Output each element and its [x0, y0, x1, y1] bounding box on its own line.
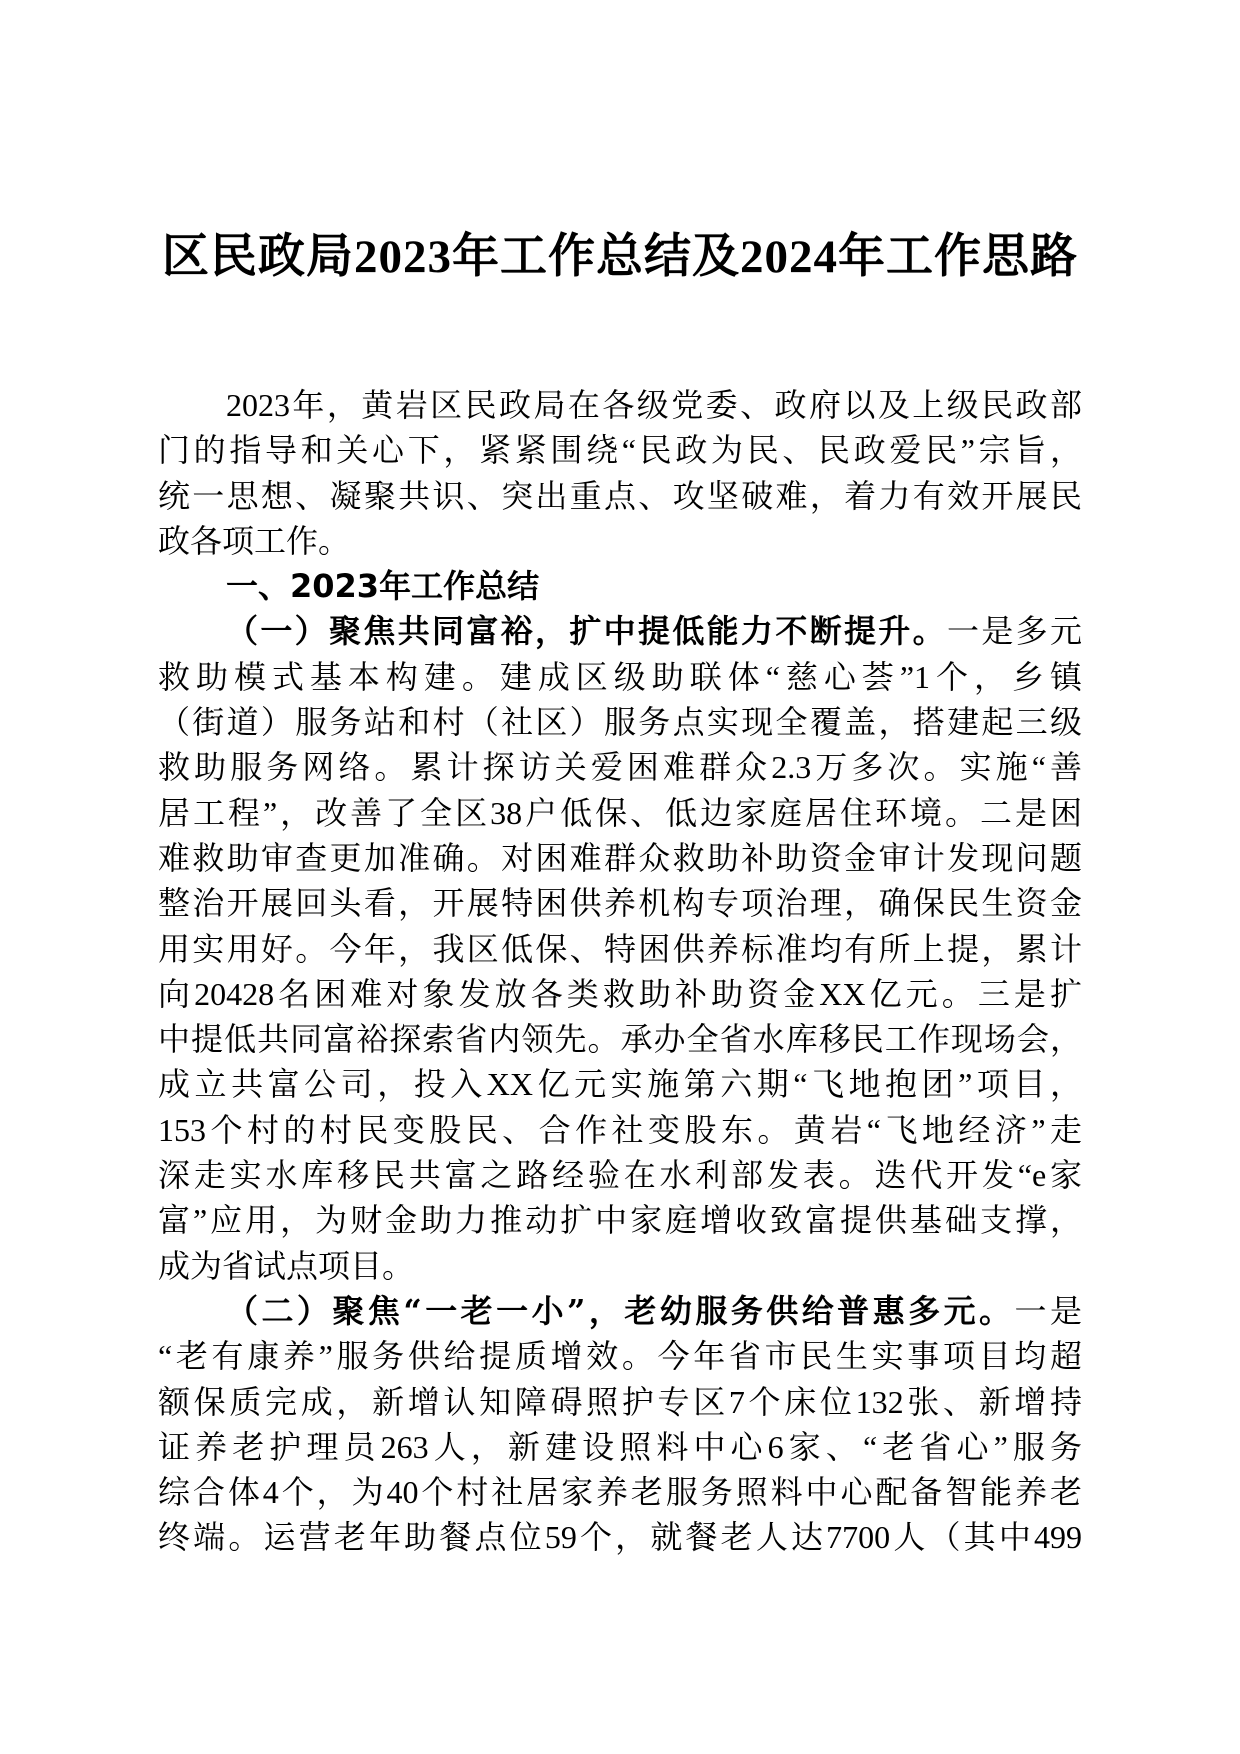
section-1-line: 成立共富公司，投入XX亿元实施第六期“飞地抱团”项目，: [158, 1066, 1082, 1103]
section-1-line: 深走实水库移民共富之路经验在水利部发表。迭代开发“e家: [158, 1157, 1082, 1194]
document-body: [158, 383, 1082, 1561]
section-1-heading: （一）聚焦共同富裕，扩中提低能力不断提升。: [226, 612, 947, 651]
section-2-line: 综合体4个，为40个村社居家养老服务照料中心配备智能养老: [158, 1474, 1082, 1511]
section-1-line: 整治开展回头看，开展特困供养机构专项治理，确保民生资金: [158, 885, 1082, 922]
intro-line: 政各项工作。: [158, 522, 351, 559]
section-1-line: 用实用好。今年，我区低保、特困供养标准均有所上提，累计: [158, 930, 1082, 967]
section-1-line: （街道）服务站和村（社区）服务点实现全覆盖，搭建起三级: [158, 704, 1082, 741]
section-1-line: 中提低共同富裕探索省内领先。承办全省水库移民工作现场会，: [158, 1021, 1082, 1058]
section-2-heading: （二）聚焦“一老一小”，老幼服务供给普惠多元。: [226, 1291, 1015, 1330]
section-1-first-line-text: 一是多元: [946, 613, 1082, 650]
section-1-line: 153个村的村民变股民、合作社变股东。黄岩“飞地经济”走: [158, 1111, 1082, 1148]
section-1-first-line: [158, 609, 1082, 654]
document-title: 区民政局2023年工作总结及2024年工作思路: [162, 231, 1078, 283]
section-2-line: 额保质完成，新增认知障碍照护专区7个床位132张、新增持: [158, 1383, 1082, 1420]
part-1-heading: 一、2023年工作总结: [226, 567, 540, 606]
section-2-line: 证养老护理员263人，新建设照料中心6家、“老省心”服务: [158, 1428, 1082, 1465]
section-1-line: 救助模式基本构建。建成区级助联体“慈心荟”1个，乡镇: [158, 658, 1082, 695]
section-1-line: 居工程”，改善了全区38户低保、低边家庭居住环境。二是困: [158, 794, 1082, 831]
section-1-line: 向20428名困难对象发放各类救助补助资金XX亿元。三是扩: [158, 975, 1082, 1012]
section-1-line: 难救助审查更加准确。对困难群众救助补助资金审计发现问题: [158, 839, 1082, 876]
section-1-line: 富”应用，为财金助力推动扩中家庭增收致富提供基础支撑，: [158, 1202, 1082, 1239]
section-2-first-line-text: 一是: [1014, 1292, 1082, 1329]
section-2-line: “老有康养”服务供给提质增效。今年省市民生实事项目均超: [158, 1338, 1082, 1375]
intro-line: 统一思想、凝聚共识、突出重点、攻坚破难，着力有效开展民: [158, 477, 1082, 514]
section-1-line: 救助服务网络。累计探访关爱困难群众2.3万多次。实施“善: [158, 749, 1082, 786]
section-1-line: 成为省试点项目。: [158, 1247, 415, 1284]
section-2-first-line: [158, 1289, 1082, 1334]
intro-line: 门的指导和关心下，紧紧围绕“民政为民、民政爱民”宗旨，: [158, 432, 1082, 469]
intro-line: 2023年，黄岩区民政局在各级党委、政府以及上级民政部: [226, 387, 1082, 423]
section-2-line: 终端。运营老年助餐点位59个，就餐老人达7700人（其中499: [158, 1519, 1082, 1556]
